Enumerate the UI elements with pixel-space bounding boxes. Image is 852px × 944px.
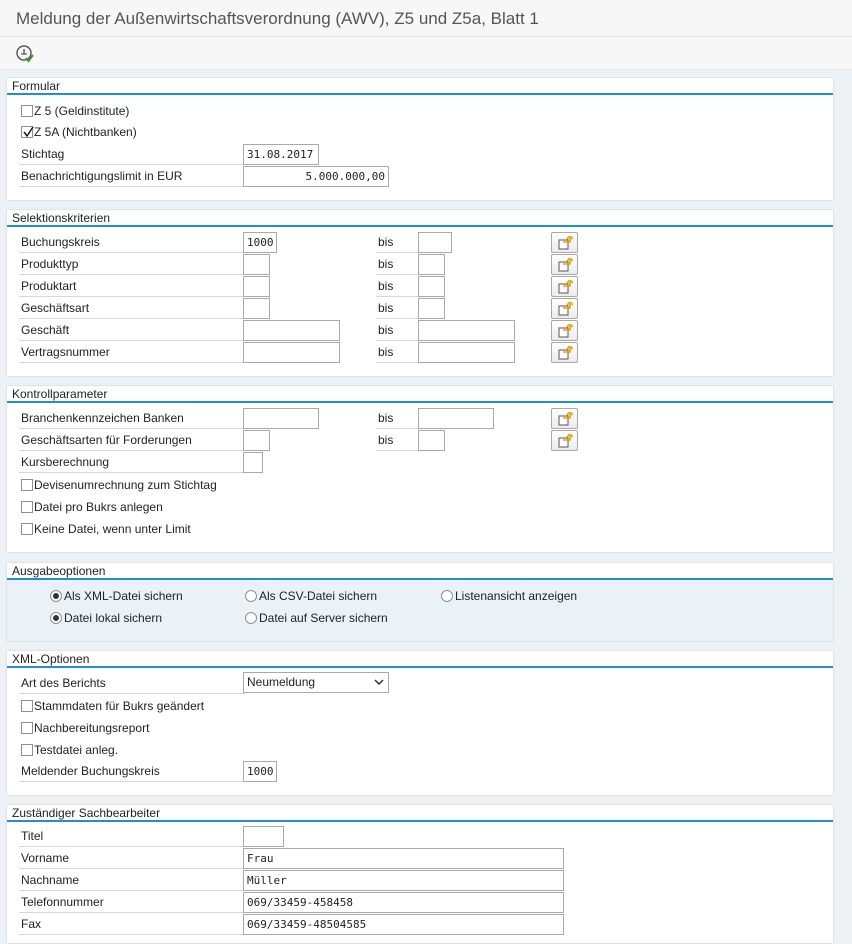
liste-radio[interactable]: [441, 590, 453, 602]
multiple-selection-button[interactable]: [551, 430, 578, 451]
chevron-down-icon: [374, 679, 384, 686]
testdatei-label: Testdatei anleg.: [34, 743, 119, 757]
bis-label: bis: [376, 254, 418, 275]
vertragsnummer-label: Vertragsnummer: [19, 342, 245, 363]
branchen-label: Branchenkennzeichen Banken: [19, 408, 245, 429]
vertragsnummer-to-field[interactable]: [418, 342, 515, 363]
bis-label: bis: [376, 430, 418, 451]
server-label: Datei auf Server sichern: [259, 611, 388, 625]
multiple-selection-icon: [558, 280, 573, 294]
toolbar: [0, 37, 852, 70]
section-selektion: [6, 209, 834, 377]
multiple-selection-button[interactable]: [551, 342, 578, 363]
geschaeft-from-field[interactable]: [243, 320, 340, 341]
bis-label: bis: [376, 276, 418, 297]
stichtag-label: Stichtag: [19, 144, 245, 165]
produktart-from-field[interactable]: [243, 276, 270, 297]
vorname-field[interactable]: Frau: [243, 848, 564, 869]
multiple-selection-button[interactable]: [551, 298, 578, 319]
execute-icon: [14, 43, 36, 65]
liste-label: Listenansicht anzeigen: [455, 589, 578, 603]
keine-datei-label: Keine Datei, wenn unter Limit: [34, 522, 191, 536]
geschaeftsart-to-field[interactable]: [418, 298, 445, 319]
devisen-label: Devisenumrechnung zum Stichtag: [34, 478, 217, 492]
section-header: Selektionskriterien: [7, 210, 833, 227]
section-xml-optionen: [6, 650, 834, 796]
bis-label: bis: [376, 342, 418, 363]
nachbereitung-label: Nachbereitungsreport: [34, 721, 150, 735]
multiple-selection-icon: [558, 258, 573, 272]
z5-label: Z 5 (Geldinstitute): [34, 104, 130, 118]
nachbereitung-checkbox[interactable]: [21, 722, 33, 734]
lokal-radio[interactable]: [50, 612, 62, 624]
multiple-selection-button[interactable]: [551, 408, 578, 429]
kurs-field[interactable]: [243, 452, 263, 473]
produkttyp-to-field[interactable]: [418, 254, 445, 275]
titel-label: Titel: [19, 826, 245, 847]
xml-radio[interactable]: [50, 590, 62, 602]
buchungskreis-from-field[interactable]: 1000: [243, 232, 277, 253]
xml-label: Als XML-Datei sichern: [64, 589, 183, 603]
z5a-label: Z 5A (Nichtbanken): [34, 125, 137, 139]
limit-field[interactable]: 5.000.000,00: [243, 166, 389, 187]
section-header: Kontrollparameter: [7, 386, 833, 403]
title-bar: [0, 0, 852, 37]
lokal-label: Datei lokal sichern: [64, 611, 163, 625]
telefon-label: Telefonnummer: [19, 892, 245, 913]
forderungen-to-field[interactable]: [418, 430, 445, 451]
multiple-selection-button[interactable]: [551, 232, 578, 253]
stammdaten-label: Stammdaten für Bukrs geändert: [34, 699, 205, 713]
forderungen-label: Geschäftsarten für Forderungen: [19, 430, 245, 451]
z5a-checkbox[interactable]: [21, 126, 33, 138]
section-header: Formular: [7, 78, 833, 95]
multiple-selection-icon: [558, 412, 573, 426]
meldender-label: Meldender Buchungskreis: [19, 761, 245, 782]
buchungskreis-label: Buchungskreis: [19, 232, 245, 253]
geschaeft-label: Geschäft: [19, 320, 245, 341]
kurs-label: Kursberechnung: [19, 452, 245, 473]
telefon-field[interactable]: 069/33459-458458: [243, 892, 564, 913]
section-formular: [6, 77, 834, 201]
fax-label: Fax: [19, 914, 245, 935]
csv-label: Als CSV-Datei sichern: [259, 589, 378, 603]
section-ausgabe: [6, 562, 834, 642]
art-select[interactable]: [243, 672, 389, 693]
z5-checkbox[interactable]: [21, 105, 33, 117]
section-header: Ausgabeoptionen: [7, 563, 833, 580]
multiple-selection-icon: [558, 236, 573, 250]
datei-bukrs-checkbox[interactable]: [21, 501, 33, 513]
bis-label: bis: [376, 320, 418, 341]
stammdaten-checkbox[interactable]: [21, 700, 33, 712]
meldender-field[interactable]: 1000: [243, 761, 277, 782]
produkttyp-label: Produkttyp: [19, 254, 245, 275]
titel-field[interactable]: [243, 826, 284, 847]
multiple-selection-icon: [558, 434, 573, 448]
nachname-field[interactable]: Müller: [243, 870, 564, 891]
keine-datei-checkbox[interactable]: [21, 523, 33, 535]
buchungskreis-to-field[interactable]: [418, 232, 452, 253]
section-header: Zuständiger Sachbearbeiter: [7, 805, 833, 822]
multiple-selection-icon: [558, 346, 573, 360]
testdatei-checkbox[interactable]: [21, 744, 33, 756]
geschaeft-to-field[interactable]: [418, 320, 515, 341]
multiple-selection-icon: [558, 302, 573, 316]
bis-label: bis: [376, 232, 418, 253]
multiple-selection-button[interactable]: [551, 254, 578, 275]
section-sachbearbeiter: [6, 804, 834, 944]
art-label: Art des Berichts: [19, 673, 245, 694]
vertragsnummer-from-field[interactable]: [243, 342, 340, 363]
branchen-from-field[interactable]: [243, 408, 319, 429]
checkmark-icon: [22, 126, 34, 138]
server-radio[interactable]: [245, 612, 257, 624]
stichtag-field[interactable]: 31.08.2017: [243, 144, 319, 165]
geschaeftsart-label: Geschäftsart: [19, 298, 245, 319]
multiple-selection-button[interactable]: [551, 320, 578, 341]
devisen-checkbox[interactable]: [21, 479, 33, 491]
bis-label: bis: [376, 408, 418, 429]
produkttyp-from-field[interactable]: [243, 254, 270, 275]
multiple-selection-icon: [558, 324, 573, 338]
limit-label: Benachrichtigungslimit in EUR: [19, 166, 245, 187]
bis-label: bis: [376, 298, 418, 319]
csv-radio[interactable]: [245, 590, 257, 602]
multiple-selection-button[interactable]: [551, 276, 578, 297]
vorname-label: Vorname: [19, 848, 245, 869]
branchen-to-field[interactable]: [418, 408, 494, 429]
execute-button[interactable]: [14, 43, 36, 65]
forderungen-from-field[interactable]: [243, 430, 270, 451]
page-title: Meldung der Außenwirtschaftsverordnung (AWV), Z5 und Z5a, Blatt 1: [16, 9, 539, 28]
datei-bukrs-label: Datei pro Bukrs anlegen: [34, 500, 163, 514]
section-kontroll: [6, 385, 834, 553]
produktart-label: Produktart: [19, 276, 245, 297]
fax-field[interactable]: 069/33459-48504585: [243, 914, 564, 935]
section-header: XML-Optionen: [7, 651, 833, 668]
produktart-to-field[interactable]: [418, 276, 445, 297]
geschaeftsart-from-field[interactable]: [243, 298, 270, 319]
nachname-label: Nachname: [19, 870, 245, 891]
art-select-value: Neumeldung: [247, 675, 316, 689]
